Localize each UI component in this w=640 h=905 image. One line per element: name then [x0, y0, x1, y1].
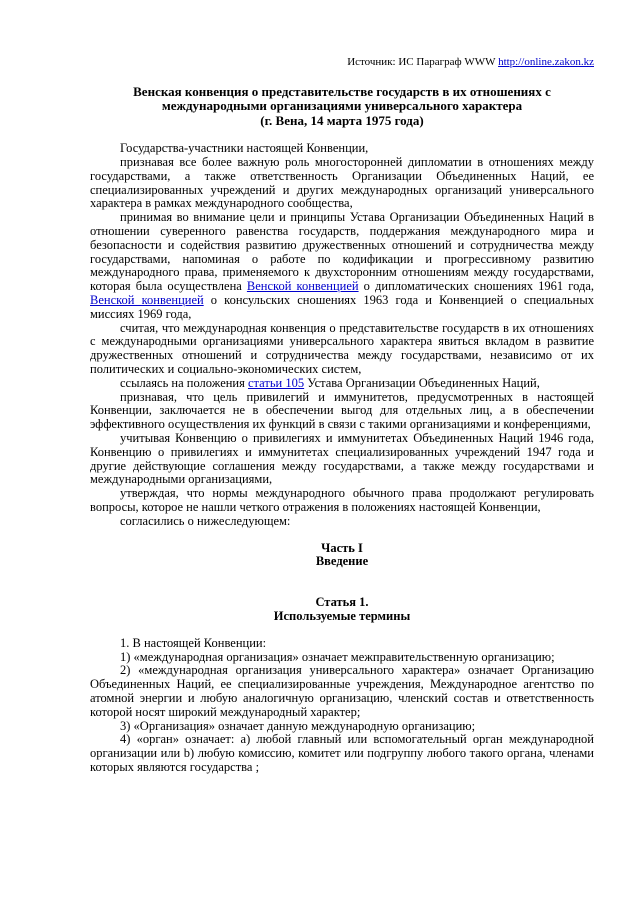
preamble-paragraph-5-text-1: ссылаясь на положения	[120, 375, 248, 390]
source-link[interactable]: http://online.zakon.kz	[498, 56, 594, 68]
source-label: Источник: ИС Параграф WWW	[347, 56, 499, 68]
document-title-date: (г. Вена, 14 марта 1975 года)	[260, 112, 424, 128]
preamble-paragraph-2: признавая все более важную роль многосторонней дипломатии в отношениях между государствами, а также ответственность Организации Объединенных Наций, ее специализированных учреждений и других международных организаций универсального характера в рамках международного сообщества,	[90, 155, 594, 211]
preamble-paragraph-9: согласились о нижеследующем:	[120, 513, 291, 528]
article1-intro: 1. В настоящей Конвенции:	[120, 635, 267, 650]
preamble-paragraph-4: считая, что международная конвенция о представительстве государств в их отношениях с международными организациями универсального характера явиться вкладом в развитие дружественных отношений и сотрудничества между государствами, независимо от их политических и социально-экономических систем,	[90, 320, 594, 376]
preamble-paragraph-3	[90, 211, 594, 321]
article1-term-1: 1) «международная организация» означает межправительственную организацию;	[120, 649, 555, 664]
preamble-paragraph-8: утверждая, что нормы международного обычного права продолжают регулировать вопросы, которое не нашли четкого отражения в положениях настоящей Конвенции,	[90, 486, 594, 514]
preamble-paragraph-5	[90, 377, 594, 391]
article-title-heading: Используемые термины	[273, 608, 411, 623]
vienna-convention-1963-link[interactable]: Венской конвенцией	[90, 292, 204, 307]
document-title	[90, 85, 594, 128]
document-title-text: Венская конвенция о представительстве государств в их отношениях с международными организациями универсального характера	[133, 84, 551, 114]
preamble-paragraph-3-text-1: принимая во внимание цели и принципы Устава Организации Объединенных Наций в отношении суверенного равенства государств, поддержания международного мира и безопасности и содействия развитию дружественных отношений и сотрудничества между государствами, напоминая о работе по кодификации и прогрессивному развитию международного права, применяемого к двухсторонним отношениям между государствами, которая была осуществлена	[90, 210, 594, 294]
article1-term-3: 3) «Организация» означает данную международную организацию;	[120, 718, 476, 733]
article1-term-2: 2) «международная организация универсального характера» означает Организацию Объединенных Наций, ее специализированные учреждения, Международное агентство по атомной энергии и любую аналогичную организацию, членский состав и ответственность которой носят широкий международный характер;	[90, 663, 594, 719]
preamble-paragraph-7: учитывая Конвенцию о привилегиях и иммунитетах Объединенных Наций 1946 года, Конвенцию о привилегиях и иммунитетах специализированных учреждений 1947 года и другие действующие соглашения между государствами, а также между государствами и международными организациями,	[90, 430, 594, 487]
part-subheading: Введение	[315, 554, 369, 569]
preamble-paragraph-6: признавая, что цель привилегий и иммунитетов, предусмотренных в настоящей Конвенции, заключается не в обеспечении выгод для отдельных лиц, а в обеспечении эффективного осуществления их функций в связи с такими организациями и конференциями,	[90, 389, 594, 432]
vienna-convention-1961-link[interactable]: Венской конвенцией	[246, 279, 359, 294]
preamble-paragraph-3-text-3: о консульских сношениях 1963 года и Конвенцией о специальных миссиях 1969 года,	[90, 292, 594, 321]
part-heading: Часть I	[321, 540, 363, 555]
article-number-heading: Статья 1.	[315, 595, 369, 610]
preamble-paragraph-3-text-2: о дипломатических сношениях 1961 года,	[358, 279, 594, 294]
source-line	[90, 56, 594, 69]
preamble-paragraph-1: Государства-участники настоящей Конвенции,	[120, 141, 369, 156]
preamble-paragraph-5-text-2: Устава Организации Объединенных Наций,	[304, 375, 540, 390]
article1-term-4: 4) «орган» означает: a) любой главный или вспомогательный орган международной организации или b) любую комиссию, комитет или подгруппу любого такого органа, членами которых являются государства ;	[90, 732, 594, 774]
article-105-link[interactable]: статьи 105	[248, 375, 305, 390]
